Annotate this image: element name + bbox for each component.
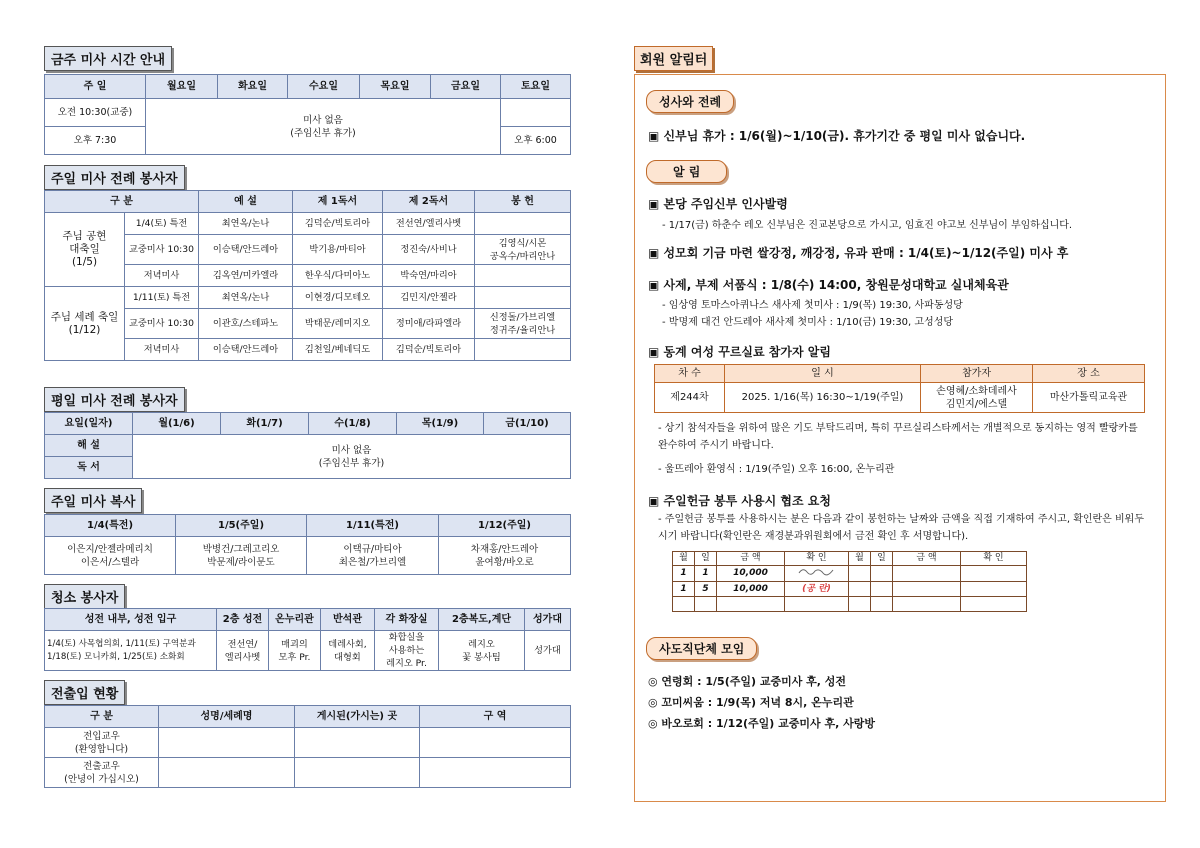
column-header: 금 액 [717,552,785,566]
cursillo-table [654,364,1145,413]
pill-apostolate: 사도직단체 모임 [646,637,757,660]
table-cell: 박병건/그레고리오 박문제/라이문도 [176,537,307,575]
section-title-cleaning: 청소 봉사자 [44,584,125,609]
section-title-mass-times: 금주 미사 시간 안내 [44,46,172,71]
section-title-sunday-servers: 주일 미사 전례 봉사자 [44,165,185,190]
table-cell [871,566,893,582]
table-cell: 저녁미사 [125,265,199,287]
altar-servers-table [44,514,571,575]
column-header: 1/4(특전) [45,515,176,537]
column-header: 제 2독서 [383,191,475,213]
table-cell [961,597,1027,612]
table-cell: 레지오 꽃 봉사팀 [439,631,525,671]
table-cell [475,339,571,361]
table-cell [785,597,849,612]
table-cell: 이현경/디모테오 [293,287,383,309]
notice-ordination-detail-1: - 임상영 토마스아퀴나스 새사제 첫미사 : 1/9(목) 19:30, 사파동성당 [662,300,963,311]
transfer-table [44,705,571,788]
column-header: 일 [871,552,893,566]
table-cell: 1/4(토) 특전 [125,213,199,235]
column-header: 목(1/9) [397,413,484,435]
column-header: 화요일 [218,75,288,99]
table-cell: 성가대 [525,631,571,671]
weekday-servers-table [44,412,571,479]
table-cell: 1/11(토) 특전 [125,287,199,309]
column-header: 차 수 [655,365,725,383]
column-header: 요일(일자) [45,413,133,435]
row-label: 해 설 [45,435,133,457]
column-header: 일 [695,552,717,566]
table-cell: 신정돌/가브리엘 정귀주/율리안나 [475,309,571,339]
group-label-line: 대축일 [69,243,100,255]
table-cell: 한우식/다미아노 [293,265,383,287]
table-cell: 10,000 [717,582,785,597]
table-cell: 5 [695,582,717,597]
table-cell: 1 [673,582,695,597]
column-header: 수(1/8) [309,413,397,435]
bulletin-title: 회원 알림터 [634,46,713,71]
notice-priest-vacation: ▣ 신부님 휴가 : 1/6(월)~1/10(금). 휴가기간 중 평일 미사 없습니다. [648,129,1026,143]
table-cell: 매괴의 모후 Pr. [269,631,321,671]
column-header: 월 [673,552,695,566]
column-header: 화(1/7) [221,413,309,435]
table-cell: 정진숙/사비나 [383,235,475,265]
column-header: 구 분 [45,191,199,213]
group-label [45,213,125,287]
sat-cell: 오후 6:00 [501,127,571,155]
meeting-3: ◎ 바오로회 : 1/12(주일) 교중미사 후, 사랑방 [648,717,875,730]
table-cell: 데레사회, 대형회 [321,631,375,671]
meeting-2: ◎ 꼬미씨움 : 1/9(목) 저녁 8시, 온누리관 [648,696,854,709]
pill-sacraments: 성사와 전례 [646,90,734,113]
notice-sale: ▣ 성모회 기금 마련 쌀강정, 깨강정, 유과 판매 : 1/4(토)~1/12(주일) 미사 후 [648,246,1069,260]
column-header: 확 인 [961,552,1027,566]
notice-ordination: ▣ 사제, 부제 서품식 : 1/8(수) 14:00, 창원문성대학교 실내체육관 [648,278,1009,292]
table-cell: 김옥연/미카엘라 [199,265,293,287]
table-cell: 1 [695,566,717,582]
table-cell [475,287,571,309]
table-cell: 전선연/엘리사벳 [383,213,475,235]
table-cell [695,597,717,612]
column-header: 월(1/6) [133,413,221,435]
table-cell: 이승택/안드레아 [199,235,293,265]
table-cell: 최연옥/논나 [199,287,293,309]
table-cell: 김영식/시몬 공옥수/마리안나 [475,235,571,265]
column-header: 월요일 [146,75,218,99]
group-label-line: 주님 공현 [62,230,107,242]
notice-cursillo: ▣ 동계 여성 꾸르실료 참가자 알림 [648,345,831,359]
table-cell: 마산가톨릭교육관 [1033,383,1145,413]
section-title-weekday-servers: 평일 미사 전례 봉사자 [44,387,185,412]
column-header: 참가자 [921,365,1033,383]
table-cell [475,265,571,287]
sunday-servers-table [44,190,571,361]
row-label: 오후 7:30 [45,127,146,155]
table-cell: 이승택/안드레아 [199,339,293,361]
column-header: 각 화장실 [375,609,439,631]
table-cell: 차재홍/안드레아 윤여황/바오로 [439,537,571,575]
table-cell: 김민지/안젤라 [383,287,475,309]
table-cell: 박숙연/마리아 [383,265,475,287]
table-cell: 저녁미사 [125,339,199,361]
table-cell [849,597,871,612]
row-label: 전출교우 (안녕이 가십시오) [45,758,159,788]
table-cell: 제244차 [655,383,725,413]
table-cell: 이관호/스테파노 [199,309,293,339]
table-cell: 최연옥/논나 [199,213,293,235]
table-cell [673,597,695,612]
table-cell: 김덕순/빅토리아 [293,213,383,235]
column-header: 금 액 [893,552,961,566]
group-label-line: (1/5) [71,256,98,268]
table-cell: 김천일/베네딕도 [293,339,383,361]
column-header: 성가대 [525,609,571,631]
row-label: 오전 10:30(교중) [45,99,146,127]
notice-appointment-detail: - 1/17(금) 하춘수 레오 신부님은 진교본당으로 가시고, 임효진 야고보 신부님이 부임하십니다. [662,220,1073,231]
table-cell [871,582,893,597]
column-header: 주 일 [45,75,146,99]
column-header: 구 역 [420,706,571,728]
table-cell [475,213,571,235]
section-title-transfer: 전출입 현황 [44,680,125,705]
column-header: 1/11(특전) [307,515,439,537]
table-cell [961,582,1027,597]
merged-cell: 미사 없음 (주임신부 휴가) [146,99,501,155]
column-header: 2층 성전 [217,609,269,631]
signature-mark [785,566,849,582]
envelope-example-table [672,551,1027,612]
column-header: 온누리관 [269,609,321,631]
table-cell [893,597,961,612]
column-header: 확 인 [785,552,849,566]
column-header: 일 시 [725,365,921,383]
column-header: 목요일 [360,75,431,99]
table-cell [717,597,785,612]
column-header: 구 분 [45,706,159,728]
column-header: 수요일 [288,75,360,99]
cleaning-table [44,608,571,671]
table-cell [961,566,1027,582]
column-header: 2층복도,계단 [439,609,525,631]
table-cell: 교중미사 10:30 [125,309,199,339]
table-cell [893,582,961,597]
column-header: 반석관 [321,609,375,631]
column-header: 금(1/10) [484,413,571,435]
table-cell: 김덕순/빅토리아 [383,339,475,361]
table-cell: 1 [673,566,695,582]
column-header: 성명/세례명 [159,706,295,728]
table-cell: 전선연/ 엘리사벳 [217,631,269,671]
sat-cell [501,99,571,127]
pill-notices: 알 림 [646,160,727,183]
notice-ordination-detail-2: - 박명제 대건 안드레아 새사제 첫미사 : 1/10(금) 19:30, 고성성당 [662,317,954,328]
column-header: 1/5(주일) [176,515,307,537]
column-header: 예 설 [199,191,293,213]
group-label-line: (1/12) [68,323,101,336]
column-header: 장 소 [1033,365,1145,383]
table-cell: 이택규/마티아 최은철/가브리엘 [307,537,439,575]
column-header: 1/12(주일) [439,515,571,537]
section-title-altar-servers: 주일 미사 복사 [44,488,142,513]
table-cell: 1/4(토) 사목협의회, 1/11(토) 구역분과 1/18(토) 모니카회, 1/25(토) 소화회 [45,631,217,671]
table-cell: 박기용/마티아 [293,235,383,265]
cursillo-note: - 상기 참석자들을 위하여 많은 기도 부탁드리며, 특히 꾸르실리스타께서는 개별적으로 동지하는 영적 빨랑카를 완수하여 주시기 바랍니다. [658,423,1138,451]
column-header: 월 [849,552,871,566]
table-cell [849,582,871,597]
table-cell: 정미애/라파엘라 [383,309,475,339]
merged-cell: 미사 없음 (주임신부 휴가) [133,435,571,479]
table-cell: 10,000 [717,566,785,582]
column-header: 토요일 [501,75,571,99]
row-label: 전입교우 (환영합니다) [45,728,159,758]
column-header: 제 1독서 [293,191,383,213]
group-label [45,287,125,361]
notice-appointment: ▣ 본당 주임신부 인사발령 [648,197,788,211]
ultreya-note: - 울뜨레아 환영식 : 1/19(주일) 오후 16:00, 온누리관 [658,464,895,475]
column-header: 금요일 [431,75,501,99]
table-cell [893,566,961,582]
envelope-note: - 주일헌금 봉투를 사용하시는 분은 다음과 같이 봉헌하는 날짜와 금액을 직접 기재하여 주시고, 확인란은 비워두시기 바랍니다(확인란은 재경분과위원회에서 금전 확인 후 서명합니다). [658,514,1144,542]
table-cell: 교중미사 10:30 [125,235,199,265]
column-header: 봉 헌 [475,191,571,213]
table-cell: 이은지/안젤라메리치 이은서/스텔라 [45,537,176,575]
notice-envelope: ▣ 주일헌금 봉투 사용시 협조 요청 [648,494,831,508]
column-header: 성전 내부, 성전 입구 [45,609,217,631]
table-cell: (공 란) [785,582,849,597]
table-cell: 화합실을 사용하는 레지오 Pr. [375,631,439,671]
group-label-line: 주님 세례 축일 [50,310,119,323]
row-label: 독 서 [45,457,133,479]
table-cell: 박태문/레미지오 [293,309,383,339]
table-cell: 손영혜/소화데레사 김민지/에스델 [921,383,1033,413]
table-cell [849,566,871,582]
table-cell [871,597,893,612]
column-header: 게시된(가시는) 곳 [295,706,420,728]
table-cell: 2025. 1/16(목) 16:30~1/19(주일) [725,383,921,413]
meeting-1: ◎ 연령회 : 1/5(주일) 교중미사 후, 성전 [648,675,847,688]
mass-times-table [44,74,571,155]
